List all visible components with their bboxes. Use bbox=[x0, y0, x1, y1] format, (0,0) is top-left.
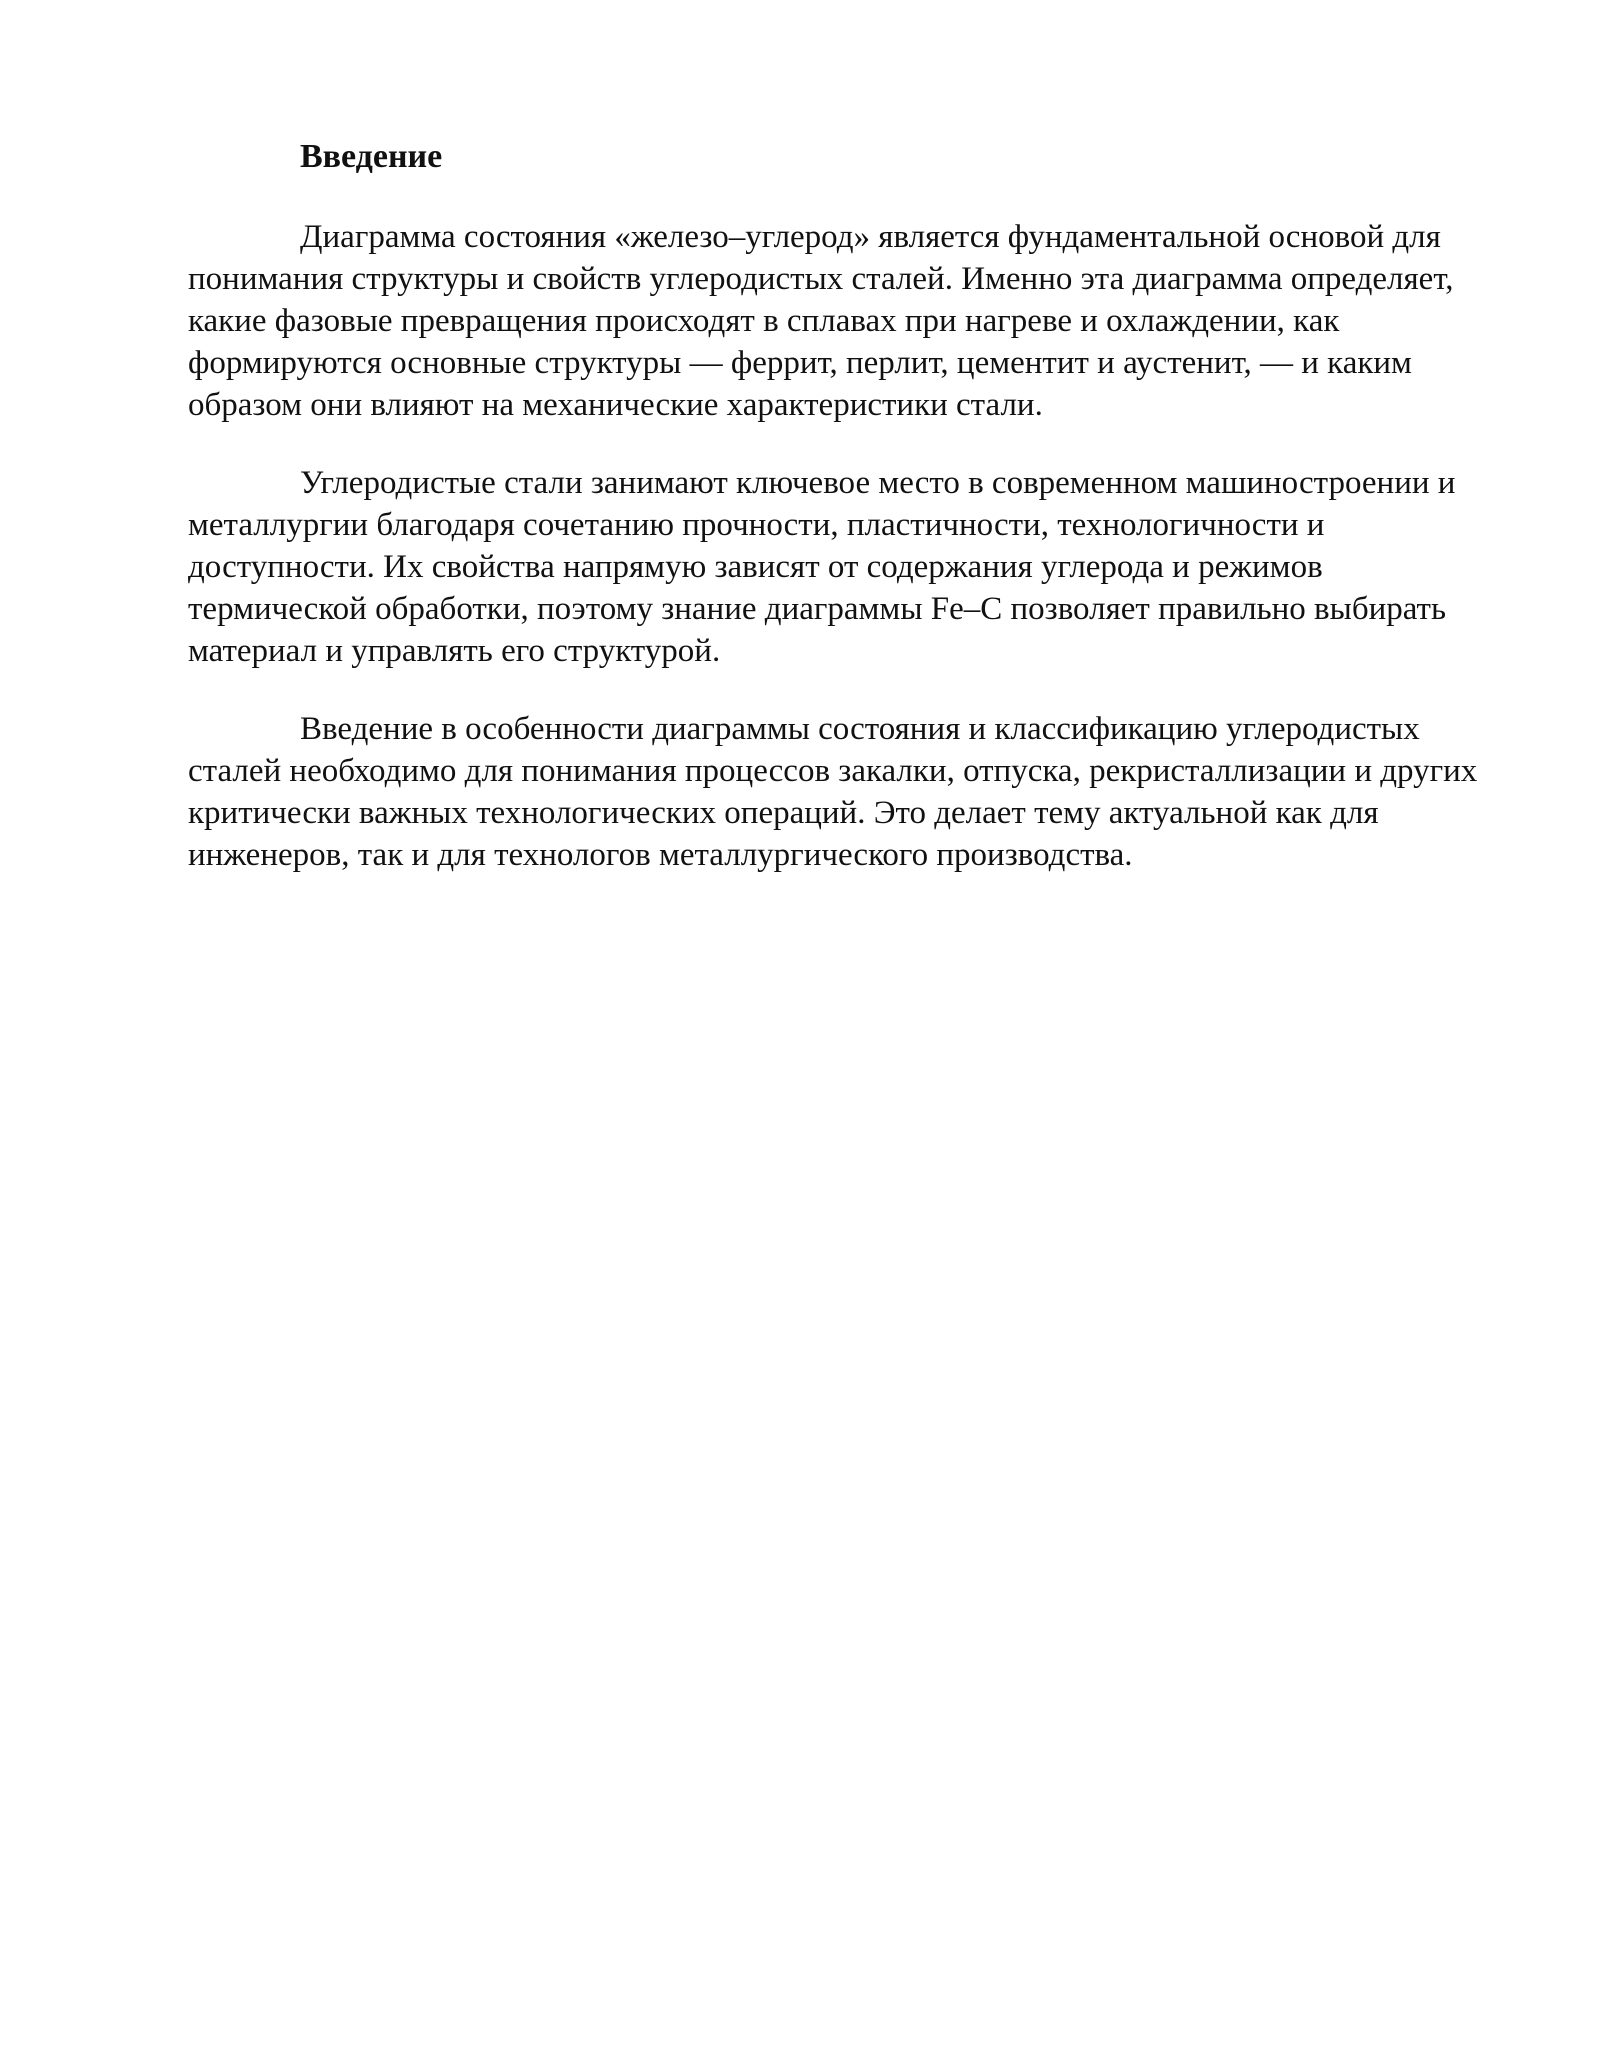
paragraph-3: Введение в особенности диаграммы состояния и классификацию углеродистых сталей необходимо для понимания процессов закалки, отпуска, рекристаллизации и других критически важных технологических операций. Это делает тему актуальной как для инженеров, так и для технологов металлургического производства. bbox=[188, 711, 1478, 873]
document-body bbox=[188, 136, 1508, 912]
paragraph-1: Диаграмма состояния «железо–углерод» является фундаментальной основой для понимания структуры и свойств углеродистых сталей. Именно эта диаграмма определяет, какие фазовые превращения происходят в сплавах при нагреве и охлаждении, как формируются основные структуры — феррит, перлит, цементит и аустенит, — и каким образом они влияют на механические характеристики стали. bbox=[188, 219, 1454, 423]
paragraph-2: Углеродистые стали занимают ключевое место в современном машиностроении и металлургии благодаря сочетанию прочности, пластичности, технологичности и доступности. Их свойства напрямую зависят от содержания углерода и режимов термической обработки, поэтому знание диаграммы Fe–C позволяет правильно выбирать материал и управлять его структурой. bbox=[188, 465, 1456, 669]
section-heading: Введение bbox=[300, 138, 443, 175]
